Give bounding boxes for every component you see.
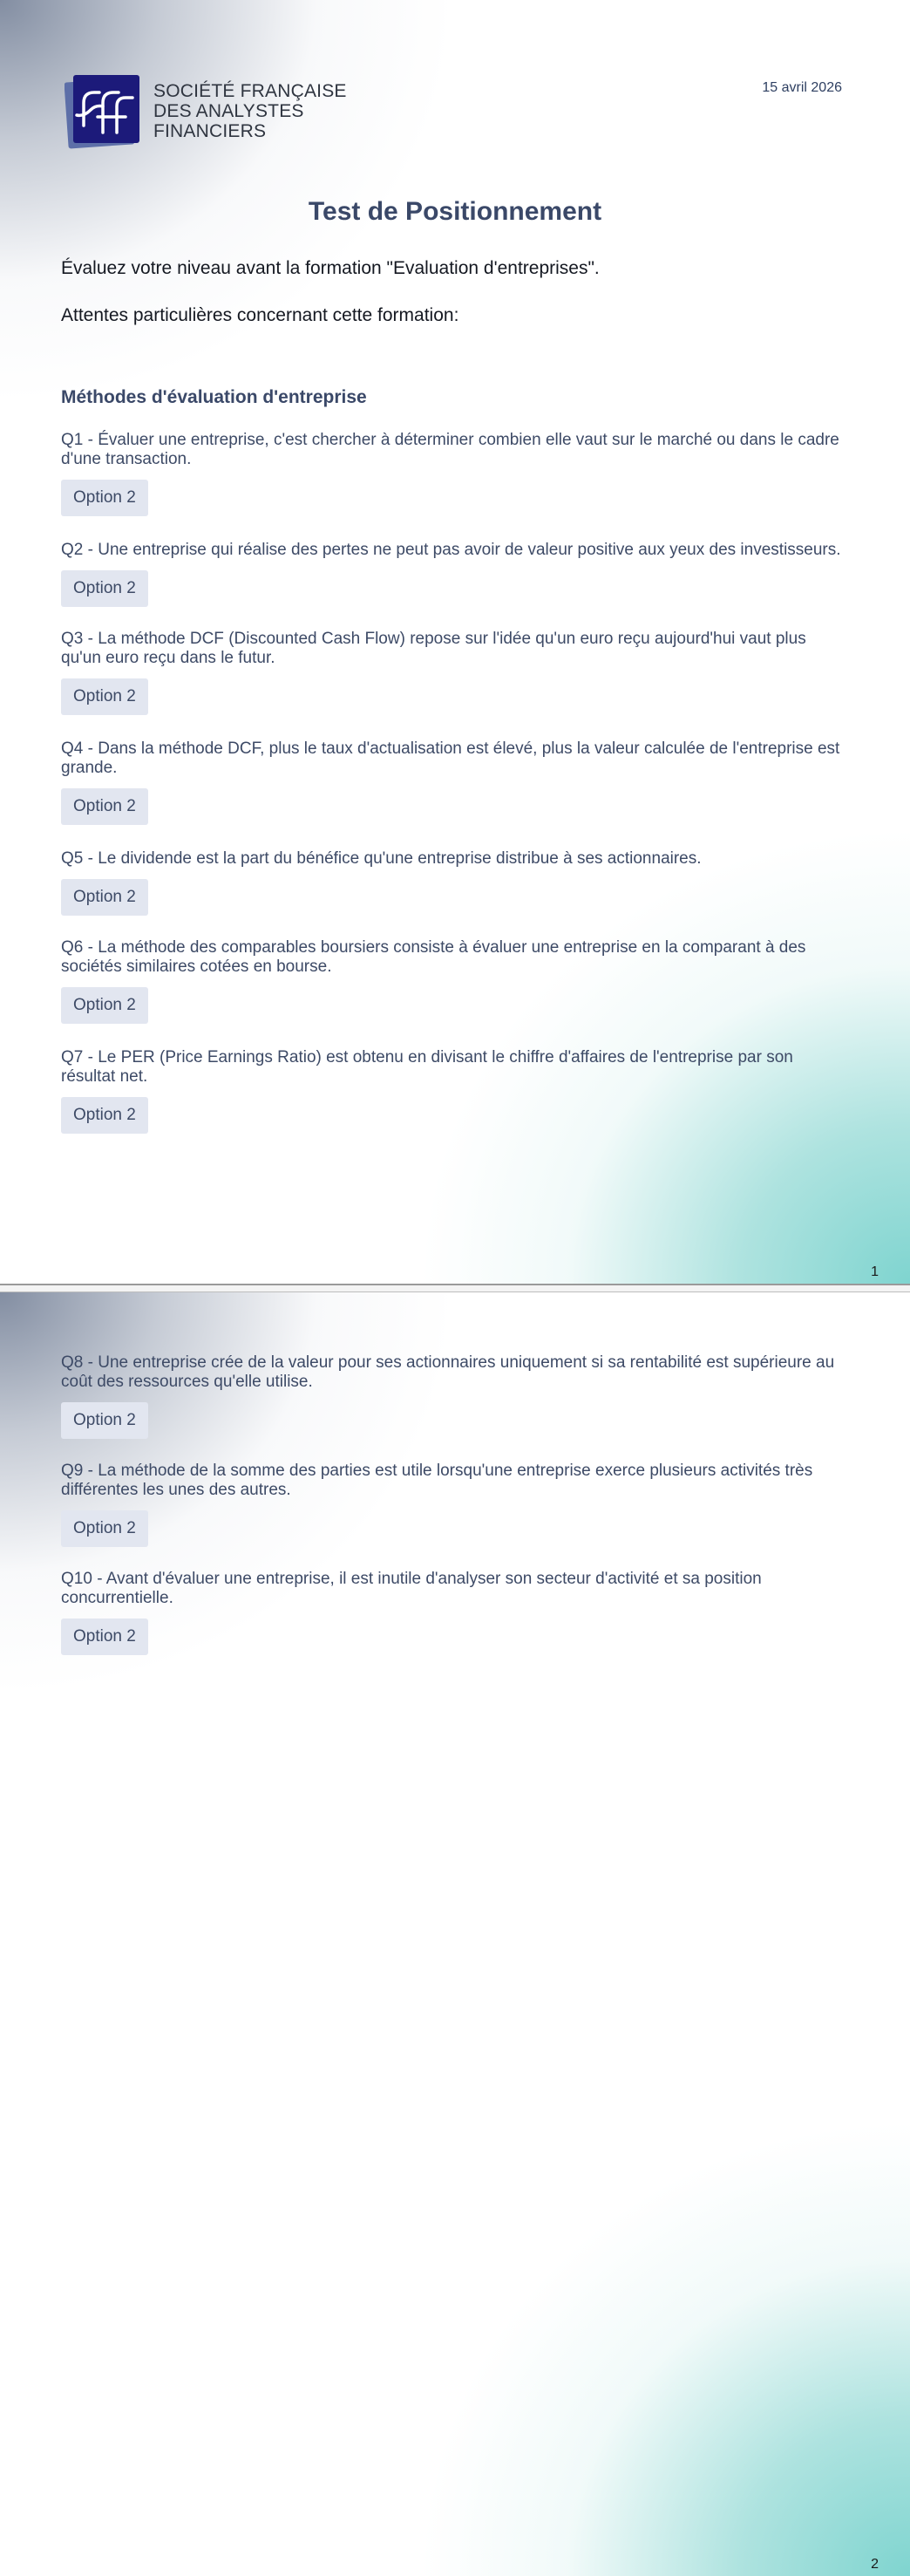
question-text: Q7 - Le PER (Price Earnings Ratio) est obtenu en divisant le chiffre d'affaires de l'entreprise par son résultat net. [61,1048,793,1086]
answer-option-button[interactable]: Option 2 [61,1619,148,1655]
document-date: 15 avril 2026 [762,80,842,95]
question-q1 [61,431,849,516]
question-text: Q10 - Avant d'évaluer une entreprise, il est inutile d'analyser son secteur d'activité et sa position concurrentielle. [61,1570,762,1607]
answer-option-button[interactable]: Option 2 [61,678,148,715]
section-title: Méthodes d'évaluation d'entreprise [61,387,367,407]
question-text: Q5 - Le dividende est la part du bénéfice qu'une entreprise distribue à ses actionnaires. [61,849,702,868]
question-q3 [61,630,849,715]
page-1 [0,0,910,1284]
page-break-divider [0,1284,910,1292]
question-q9 [61,1462,849,1547]
answer-option-button[interactable]: Option 2 [61,879,148,916]
question-text: Q4 - Dans la méthode DCF, plus le taux d'actualisation est élevé, plus la valeur calculée de l'entreprise est grande. [61,739,840,777]
logo-line-2: DES ANALYSTES [153,100,304,121]
question-q7 [61,1048,849,1134]
question-q8 [61,1353,849,1439]
question-q5 [61,849,849,916]
page-number: 1 [871,1264,879,1279]
question-text: Q1 - Évaluer une entreprise, c'est chercher à déterminer combien elle vaut sur le marché ou dans le cadre d'une transaction. [61,431,839,468]
page-2 [0,1292,910,2576]
question-text: Q2 - Une entreprise qui réalise des pertes ne peut pas avoir de valeur positive aux yeux des investisseurs. [61,541,841,559]
answer-option-button[interactable]: Option 2 [61,480,148,516]
answer-option-button[interactable]: Option 2 [61,987,148,1024]
question-text: Q9 - La méthode de la somme des parties est utile lorsqu'une entreprise exerce plusieurs activités très différentes les unes des autres. [61,1462,813,1499]
question-text: Q6 - La méthode des comparables boursiers consiste à évaluer une entreprise en la comparant à des sociétés similaires cotées en bourse. [61,938,806,976]
answer-option-button[interactable]: Option 2 [61,1402,148,1439]
question-q2 [61,541,849,607]
answer-option-button[interactable]: Option 2 [61,1510,148,1547]
logo-line-1: SOCIÉTÉ FRANÇAISE [153,80,347,101]
intro-text: Évaluez votre niveau avant la formation "Evaluation d'entreprises". [61,258,600,278]
answer-option-button[interactable]: Option 2 [61,1097,148,1134]
page-title: Test de Positionnement [308,197,602,226]
sfaf-logo-icon [65,72,143,150]
logo-wordmark [153,81,347,141]
question-q4 [61,739,849,825]
expectations-label: Attentes particulières concernant cette formation: [61,305,459,325]
question-text: Q8 - Une entreprise crée de la valeur pour ses actionnaires uniquement si sa rentabilité est supérieure au coût des ressources qu'elle utilise. [61,1353,835,1391]
question-q6 [61,938,849,1024]
logo-line-3: FINANCIERS [153,120,267,141]
page-number: 2 [871,2557,879,2572]
answer-option-button[interactable]: Option 2 [61,788,148,825]
sfaf-logo [65,72,347,150]
question-q10 [61,1570,849,1655]
answer-option-button[interactable]: Option 2 [61,570,148,607]
question-text: Q3 - La méthode DCF (Discounted Cash Flow) repose sur l'idée qu'un euro reçu aujourd'hui vaut plus qu'un euro reçu dans le futur. [61,630,806,667]
